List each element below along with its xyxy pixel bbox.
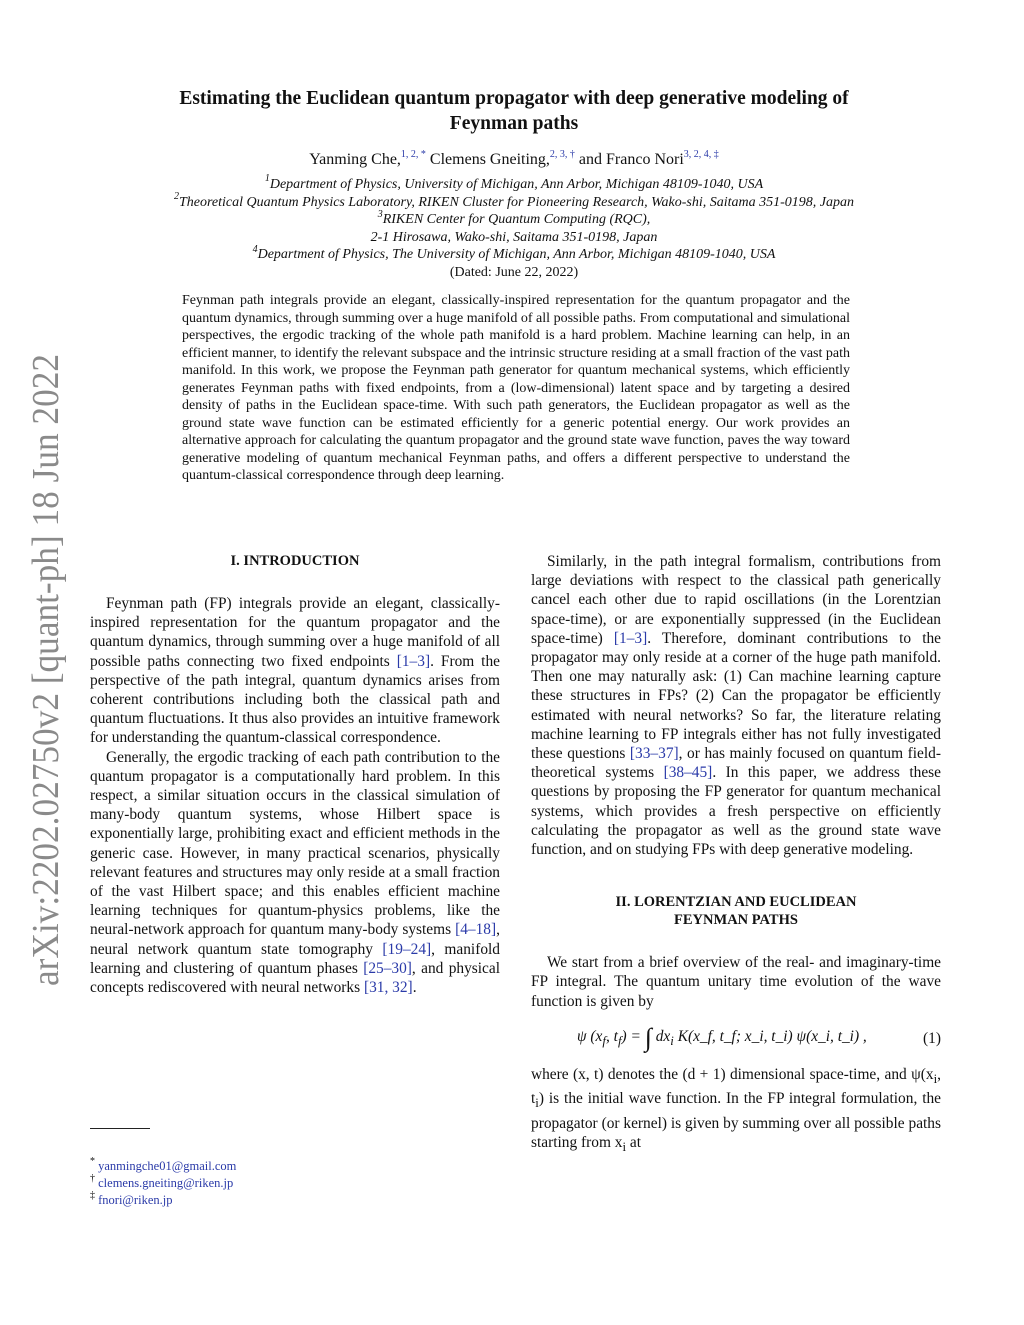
author-2: Clemens Gneiting, bbox=[429, 151, 550, 168]
footnotes bbox=[90, 1155, 500, 1209]
equation-1-body: ψ ($x_f$, $t_f$) = ∫ $dx_i$ K(x_f, t_f; x_i, t_i) ψ(x_i, t_i) , bbox=[577, 1022, 867, 1052]
equation-1 bbox=[531, 1022, 941, 1052]
intro-paragraph-2: Generally, the ergodic tracking of each path contribution to the quantum propagator is a computationally hard problem. In this respect, a similar situation occurs in the classical simulation of many-body quantum systems, whose Hilbert space is exponentially large, prohibiting exact and efficient methods in the generic case. However, in many practical scenarios, physically relevant features and structures may only reside at a small fraction of the vast Hilbert space; and this enables efficient machine learning techniques for quantum-physics problems, like the neural-network approach for quantum many-body systems [4–18], neural network quantum state tomography [19–24], manifold learning and clustering of quantum phases [25–30], and physical concepts rediscovered with neural networks [31, 32]. bbox=[90, 748, 500, 997]
author-1: Yanming Che, bbox=[309, 151, 401, 168]
citation-link[interactable]: [4–18] bbox=[455, 921, 497, 939]
author-and: and bbox=[578, 151, 603, 168]
author-3-affil-link[interactable]: 3, 2, 4, ‡ bbox=[683, 148, 719, 160]
affiliation-3-address: 2-1 Hirosawa, Wako-shi, Saitama 351-0198, Japan bbox=[370, 229, 658, 245]
equation-kernel: K(x_f, t_f; x_i, t_i) ψ(x_i, t_i) , bbox=[677, 1027, 867, 1045]
email-link-2[interactable]: clemens.gneiting@riken.jp bbox=[98, 1176, 234, 1190]
citation-link[interactable]: [33–37] bbox=[629, 745, 679, 763]
affiliation-1: $^1$Department of Physics, University of Michigan, Ann Arbor, Michigan 48109-1040, USA bbox=[264, 173, 764, 192]
abstract: Feynman path integrals provide an elegant, classically-inspired representation for the quantum propagator and the quantum dynamics, through summing over a huge manifold of all possible paths. From computational and simulational perspectives, the ergodic tracking of the whole path manifold is a hard problem. Machine learning can help, in an efficient manner, to identify the relevant subspace and the intrinsic structure residing at a small fraction of the vast path manifold. In this work, we propose the Feynman path generator for quantum mechanical systems, which efficiently generates Feynman paths with fixed endpoints, from a (low-dimensional) latent space and by targeting a desired density of paths in the Euclidean space-time. With such path generators, the Euclidean propagator as well as the ground state wave function can be estimated efficiently for a generic potential energy. Our work provides an alternative approach for calculating the quantum propagator and the ground state wave function, paves the way toward generative modeling of quantum mechanical Feynman paths, and offers a different perspective to understand the quantum-classical correspondence through deep learning. bbox=[182, 293, 850, 483]
right-paragraph-2: We start from a brief overview of the real- and imaginary-time FP integral. The quantum unitary time evolution of the wave function is given by bbox=[531, 954, 941, 1010]
section-heading-introduction: I. INTRODUCTION bbox=[230, 553, 360, 569]
footnote-rule bbox=[90, 1128, 150, 1129]
integral-symbol: ∫ bbox=[644, 1022, 652, 1052]
arxiv-sidebar-stamp bbox=[6, 350, 76, 990]
citation-link[interactable]: [31, 32] bbox=[363, 979, 413, 997]
citation-link[interactable]: [19–24] bbox=[382, 940, 432, 958]
footnote-1: * yanmingche01@gmail.com bbox=[90, 1155, 237, 1173]
citation-link[interactable]: [1–3] bbox=[613, 629, 648, 647]
right-paragraph-3: where (x, t) denotes the (d + 1) dimensional space-time, and $\psi(x_i$, $t_i$) is the initial wave function. In the FP integral formulation, the propagator (or kernel) is given by summing over all possible paths starting from $x_i$ at bbox=[531, 1066, 941, 1154]
author-1-affil-link[interactable]: 1, 2, * bbox=[400, 148, 426, 160]
equation-number: (1) bbox=[923, 1030, 941, 1048]
author-2-affil-link[interactable]: 2, 3, † bbox=[549, 148, 575, 160]
affiliations bbox=[100, 173, 928, 282]
dated-line: (Dated: June 22, 2022) bbox=[449, 264, 579, 280]
arxiv-id-text: arXiv:2202.02750v2 [quant-ph] 18 Jun 2022 bbox=[25, 350, 67, 986]
section-heading-lorentzian: II. LORENTZIAN AND EUCLIDEAN FEYNMAN PATHS bbox=[615, 894, 857, 929]
title-line-1: Estimating the Euclidean quantum propagator with deep generative modeling of bbox=[179, 88, 849, 109]
email-link-3[interactable]: fnori@riken.jp bbox=[98, 1193, 173, 1207]
intro-paragraph-1: Feynman path (FP) integrals provide an elegant, classically-inspired representation for the quantum propagator and the quantum dynamics, through summing over a huge manifold of all possible paths connecting two fixed endpoints [1–3]. From the perspective of the path integral, quantum dynamics arises from coherent contributions including both the classical path and quantum fluctuations. It thus also provides an intuitive framework for understanding the quantum-classical correspondence. bbox=[90, 595, 500, 747]
citation-link[interactable]: [1–3] bbox=[396, 652, 431, 670]
title-line-2: Feynman paths bbox=[449, 113, 579, 134]
citation-link[interactable]: [25–30] bbox=[363, 959, 412, 977]
affiliation-4: $^4$Department of Physics, The University of Michigan, Ann Arbor, Michigan 48109-1040, USA bbox=[252, 243, 776, 263]
author-3: Franco Nori bbox=[606, 151, 684, 168]
affiliation-3: $^3$RIKEN Center for Quantum Computing (RQC), bbox=[377, 208, 651, 228]
left-column bbox=[90, 552, 500, 997]
email-link-1[interactable]: yanmingche01@gmail.com bbox=[98, 1159, 237, 1173]
author-list bbox=[100, 150, 928, 170]
affiliation-2: $^2$Theoretical Quantum Physics Laboratory, RIKEN Cluster for Pioneering Research, Wako-shi, Saitama 351-0198, Japan bbox=[173, 190, 855, 210]
citation-link[interactable]: [38–45] bbox=[663, 764, 713, 782]
arxiv-stamp-svg bbox=[6, 350, 76, 990]
footnote-3: ‡ fnori@riken.jp bbox=[90, 1189, 173, 1207]
footnote-2: † clemens.gneiting@riken.jp bbox=[90, 1172, 234, 1190]
right-column bbox=[531, 552, 941, 1157]
right-paragraph-1: Similarly, in the path integral formalism, contributions from large deviations with respect to the classical path generically cancel each other due to rapid oscillations (in the Lorentzian space-time), or are exponentially suppressed (in the Euclidean space-time) [1–3]. Therefore, dominant contributions to the propagator may only reside at a corner of the huge path manifold. Then one may naturally ask: (1) Can machine learning capture these structures in FPs? (2) Can the propagator be efficiently estimated with neural networks? So far, the literature relating machine learning to FP integrals either has not fully investigated these questions [33–37], or has mainly focused on quantum field-theoretical systems [38–45]. In this paper, we address these questions by proposing the FP generator for quantum mechanical systems, which provides a fresh perspective on efficiently calculating the propagator as well as the ground state wave function, and on studying FPs with deep generative modeling. bbox=[531, 553, 941, 859]
paper-title bbox=[100, 86, 928, 136]
